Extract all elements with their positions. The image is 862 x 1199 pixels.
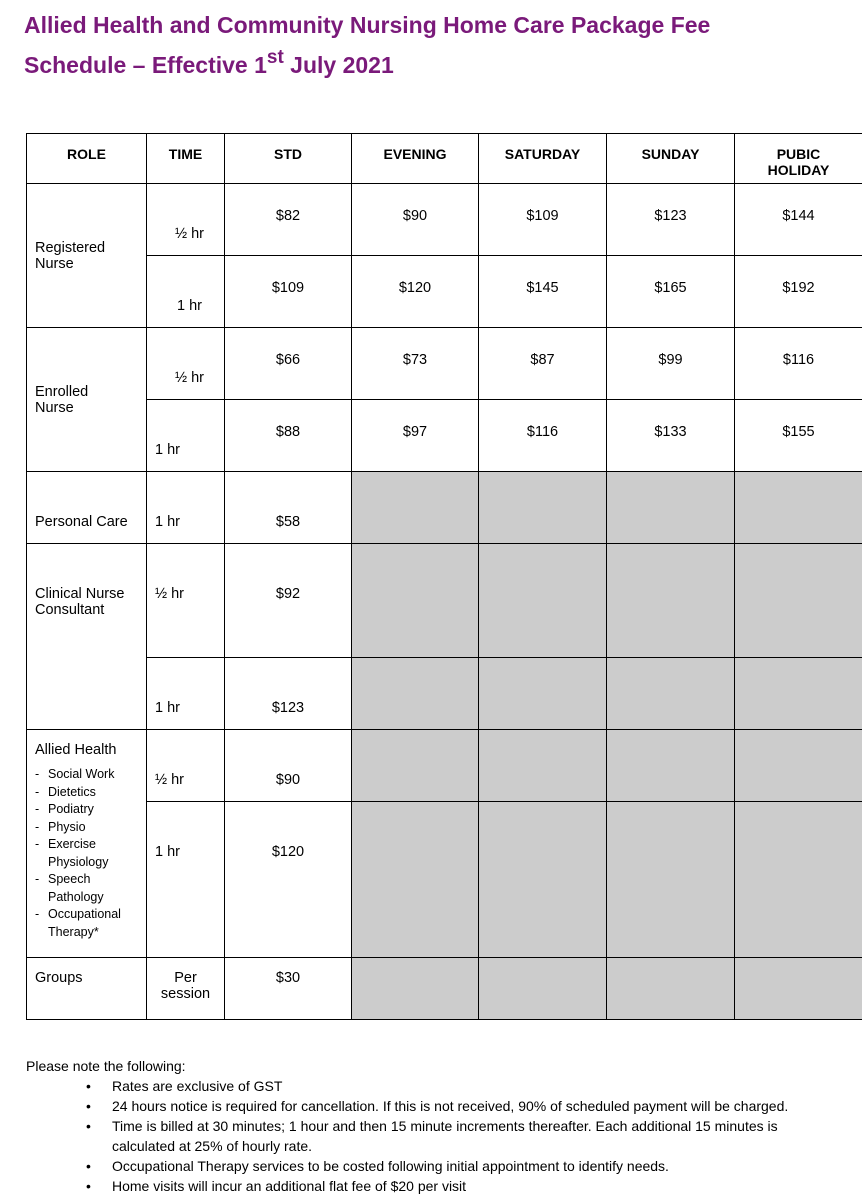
- list-item: - Podiatry: [35, 801, 146, 819]
- time-cell: 1 hr: [147, 256, 225, 328]
- role-groups: Groups: [27, 958, 147, 1020]
- time-cell: 1 hr: [147, 658, 225, 730]
- fee-schedule-table: [26, 133, 862, 1020]
- header-saturday: SATURDAY: [479, 134, 607, 184]
- note-item: • Home visits will incur an additional flat fee of $20 per visit: [26, 1176, 836, 1196]
- shaded-cell: [735, 658, 862, 730]
- shaded-cell: [735, 472, 862, 544]
- shaded-cell: [352, 544, 479, 658]
- note-item: • 24 hours notice is required for cancellation. If this is not received, 90% of scheduled payment will be charged.: [26, 1096, 836, 1116]
- price-cell: $109: [225, 256, 352, 328]
- price-cell: $192: [735, 256, 862, 328]
- role-personal-care: Personal Care: [27, 472, 147, 544]
- header-public-holiday: PUBIC HOLIDAY: [735, 134, 862, 184]
- time-cell: ½ hr: [147, 328, 225, 400]
- list-item: - Dietetics: [35, 784, 146, 802]
- price-cell: $99: [607, 328, 735, 400]
- time-cell: 1 hr: [147, 802, 225, 958]
- header-std: STD: [225, 134, 352, 184]
- header-sunday: SUNDAY: [607, 134, 735, 184]
- note-item: • Rates are exclusive of GST: [26, 1076, 836, 1096]
- shaded-cell: [479, 544, 607, 658]
- role-label: Clinical Nurse Consultant: [35, 586, 125, 618]
- price-cell: $30: [225, 958, 352, 1020]
- shaded-cell: [352, 802, 479, 958]
- shaded-cell: [735, 730, 862, 802]
- list-item: - Social Work: [35, 766, 146, 784]
- shaded-cell: [352, 658, 479, 730]
- shaded-cell: [352, 958, 479, 1020]
- shaded-cell: [479, 730, 607, 802]
- shaded-cell: [607, 544, 735, 658]
- table-row: [27, 802, 862, 958]
- shaded-cell: [607, 472, 735, 544]
- document-title-line-2: [24, 47, 394, 79]
- title-text-after: July 2021: [283, 52, 394, 78]
- price-cell: $145: [479, 256, 607, 328]
- price-cell: $120: [352, 256, 479, 328]
- notes-list: [26, 1076, 836, 1196]
- price-cell: $116: [735, 328, 862, 400]
- notes-intro: Please note the following:: [26, 1058, 186, 1074]
- title-superscript: st: [266, 47, 284, 68]
- price-cell: $109: [479, 184, 607, 256]
- price-cell: $66: [225, 328, 352, 400]
- price-cell: $92: [225, 544, 352, 658]
- list-item: - Physio: [35, 819, 146, 837]
- role-enrolled-nurse: [27, 328, 147, 472]
- shaded-cell: [607, 730, 735, 802]
- table-row: [27, 472, 862, 544]
- table-row: [27, 400, 862, 472]
- shaded-cell: [735, 544, 862, 658]
- price-cell: $90: [225, 730, 352, 802]
- time-cell: 1 hr: [147, 400, 225, 472]
- shaded-cell: [735, 802, 862, 958]
- title-text-before: Schedule – Effective 1: [24, 52, 267, 78]
- time-cell: [147, 958, 225, 1020]
- price-cell: $73: [352, 328, 479, 400]
- price-cell: $123: [225, 658, 352, 730]
- price-cell: $58: [225, 472, 352, 544]
- table-row: [27, 328, 862, 400]
- time-label: Per session: [160, 970, 211, 1002]
- shaded-cell: [479, 472, 607, 544]
- notes-section: [26, 1056, 836, 1196]
- note-item: • Time is billed at 30 minutes; 1 hour and then 15 minute increments thereafter. Each additional 15 minutes is calculated at 25% of hourly rate.: [26, 1116, 836, 1156]
- price-cell: $88: [225, 400, 352, 472]
- list-item: - Exercise Physiology: [35, 836, 146, 871]
- document-title-line-1: Allied Health and Community Nursing Home Care Package Fee: [24, 12, 711, 38]
- header-role: ROLE: [27, 134, 147, 184]
- shaded-cell: [352, 472, 479, 544]
- shaded-cell: [735, 958, 862, 1020]
- table-row: [27, 184, 862, 256]
- time-cell: 1 hr: [147, 472, 225, 544]
- price-cell: $116: [479, 400, 607, 472]
- header-time: TIME: [147, 134, 225, 184]
- shaded-cell: [607, 658, 735, 730]
- time-cell: ½ hr: [147, 184, 225, 256]
- role-clinical-nurse-consultant: [27, 544, 147, 730]
- price-cell: $133: [607, 400, 735, 472]
- price-cell: $87: [479, 328, 607, 400]
- shaded-cell: [607, 958, 735, 1020]
- time-cell: ½ hr: [147, 730, 225, 802]
- price-cell: $165: [607, 256, 735, 328]
- table-row: [27, 256, 862, 328]
- price-cell: $120: [225, 802, 352, 958]
- header-evening: EVENING: [352, 134, 479, 184]
- shaded-cell: [479, 802, 607, 958]
- role-registered-nurse: [27, 184, 147, 328]
- time-cell: ½ hr: [147, 544, 225, 658]
- table-row: [27, 544, 862, 658]
- role-allied-health: [27, 730, 147, 958]
- table-row: [27, 730, 862, 802]
- list-item: - Speech Pathology: [35, 871, 146, 906]
- table-header-row: [27, 134, 862, 184]
- price-cell: $90: [352, 184, 479, 256]
- price-cell: $97: [352, 400, 479, 472]
- list-item: - Occupational Therapy*: [35, 906, 146, 941]
- price-cell: $144: [735, 184, 862, 256]
- role-label: Enrolled Nurse: [35, 383, 89, 416]
- allied-health-services-list: [35, 766, 146, 941]
- shaded-cell: [352, 730, 479, 802]
- note-item: • Occupational Therapy services to be costed following initial appointment to identify needs.: [26, 1156, 836, 1176]
- table-row: [27, 658, 862, 730]
- table-row: [27, 958, 862, 1020]
- price-cell: $82: [225, 184, 352, 256]
- shaded-cell: [607, 802, 735, 958]
- price-cell: $155: [735, 400, 862, 472]
- role-label: Allied Health: [35, 742, 117, 758]
- shaded-cell: [479, 958, 607, 1020]
- price-cell: $123: [607, 184, 735, 256]
- role-label: Registered Nurse: [35, 239, 106, 272]
- shaded-cell: [479, 658, 607, 730]
